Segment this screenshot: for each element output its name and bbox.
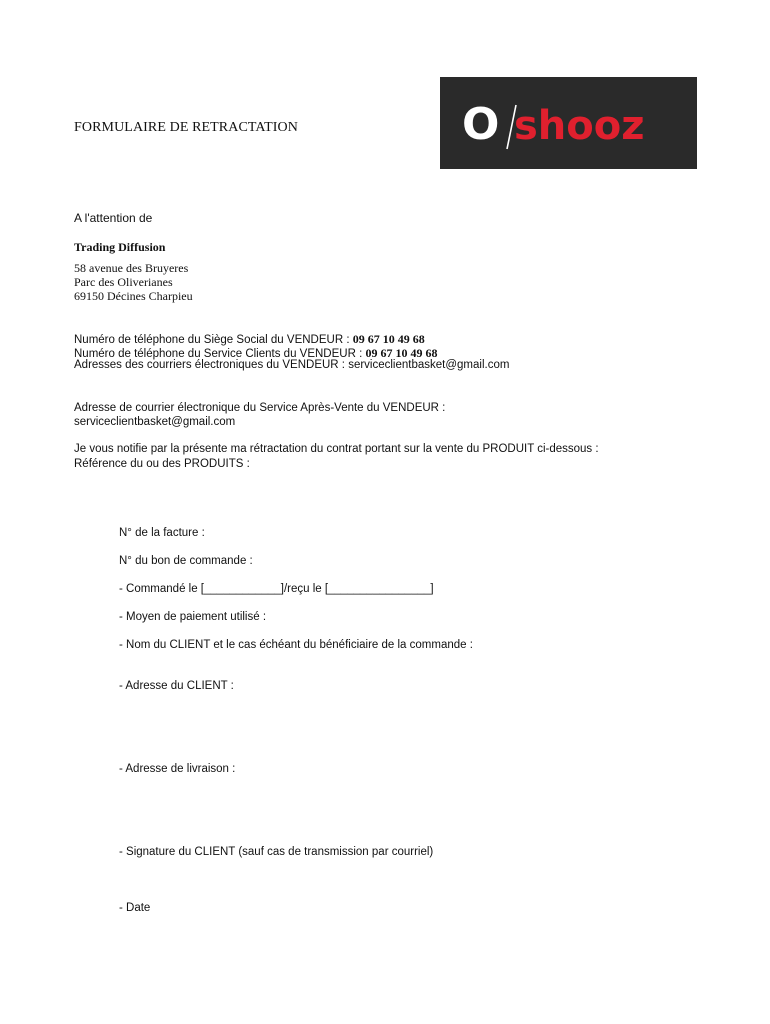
vendor-emails-line: Adresses des courriers électroniques du VENDEUR : serviceclientbasket@gmail.com bbox=[74, 359, 510, 371]
after-sales-line1: Adresse de courrier électronique du Service Après-Vente du VENDEUR : bbox=[74, 402, 446, 414]
client-name-field: - Nom du CLIENT et le cas échéant du bénéficiaire de la commande : bbox=[119, 639, 473, 651]
company-address-line3: 69150 Décines Charpieu bbox=[74, 289, 193, 303]
invoice-number-field: N° de la facture : bbox=[119, 527, 205, 539]
hq-phone-value: 09 67 10 49 68 bbox=[352, 332, 425, 346]
after-sales-email: serviceclientbasket@gmail.com bbox=[74, 416, 236, 428]
signature-field: - Signature du CLIENT (sauf cas de transmission par courriel) bbox=[119, 846, 434, 858]
notification-line2: Référence du ou des PRODUITS : bbox=[74, 458, 250, 470]
delivery-address-field: - Adresse de livraison : bbox=[119, 763, 236, 775]
attention-label: A l'attention de bbox=[74, 211, 153, 225]
service-phone-value: 09 67 10 49 68 bbox=[365, 346, 438, 360]
company-address-line2: Parc des Oliverianes bbox=[74, 275, 173, 289]
client-address-field: - Adresse du CLIENT : bbox=[119, 680, 234, 692]
notification-line1: Je vous notifie par la présente ma rétractation du contrat portant sur la vente du PRODUIT ci-dessous : bbox=[74, 443, 599, 455]
form-title: FORMULAIRE DE RETRACTATION bbox=[74, 120, 298, 135]
logo-letter-o: O bbox=[462, 99, 500, 150]
order-number-field: N° du bon de commande : bbox=[119, 555, 253, 567]
payment-method-field: - Moyen de paiement utilisé : bbox=[119, 611, 267, 623]
logo-text-shooz: shooz bbox=[514, 103, 645, 149]
logo-graphic bbox=[440, 77, 697, 169]
ordered-received-field: - Commandé le [____________]/reçu le [________________] bbox=[119, 583, 434, 595]
company-name: Trading Diffusion bbox=[74, 240, 166, 254]
date-field: - Date bbox=[119, 902, 151, 914]
oshooz-logo bbox=[440, 77, 697, 169]
company-address-line1: 58 avenue des Bruyeres bbox=[74, 261, 189, 275]
hq-phone-label: Numéro de téléphone du Siège Social du VENDEUR : bbox=[74, 334, 353, 346]
hq-phone-line bbox=[74, 332, 425, 347]
service-phone-label: Numéro de téléphone du Service Clients du VENDEUR : bbox=[74, 348, 366, 360]
